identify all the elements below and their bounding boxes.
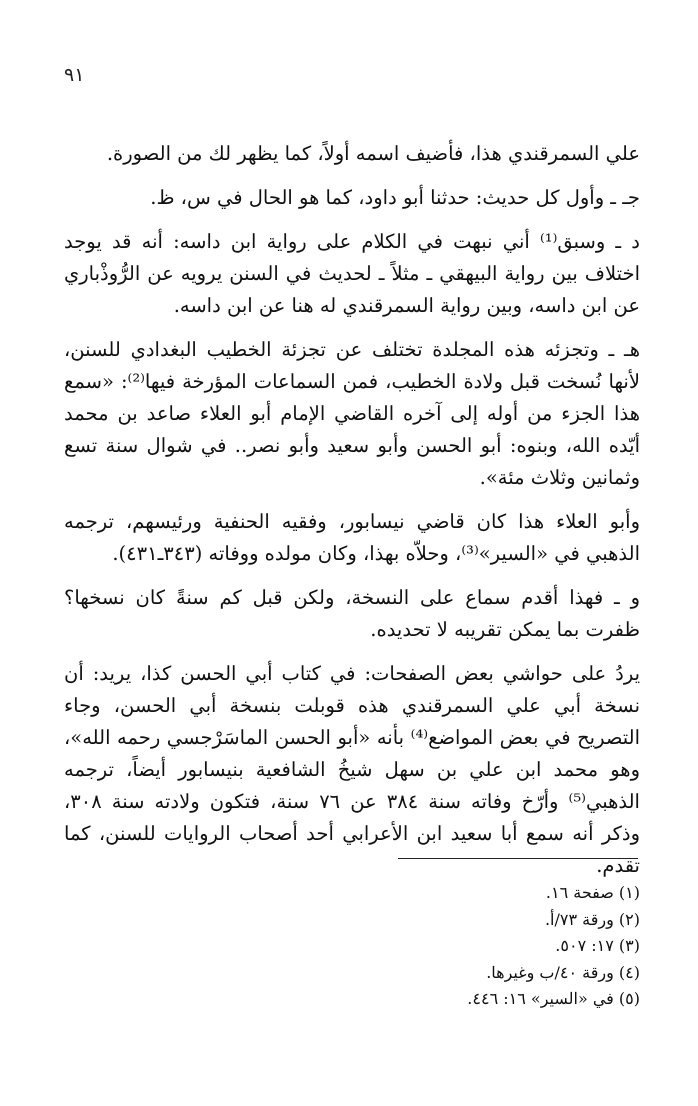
page-number: ٩١: [64, 64, 85, 86]
paragraph: د ـ وسبق⁽¹⁾ أني نبهت في الكلام على رواية ابن داسه: أنه قد يوجد اختلاف بين رواية البيهقي ـ مثلاً ـ لحديث في السنن يرويه عن الرُّوذْباري عن ابن داسه، وبين رواية السمرقندي له هنا عن ابن داسه.: [64, 230, 640, 317]
paragraph: و ـ فهذا أقدم سماع على النسخة، ولكن قبل كم سنةً كان نسخها؟ ظفرت بما يمكن تقريبه لا تحديده.: [64, 586, 640, 641]
paragraph: علي السمرقندي هذا، فأضيف اسمه أولاً، كما يظهر لك من الصورة.: [106, 142, 640, 165]
footnote: (٣) ١٧: ٥٠٧.: [555, 936, 640, 955]
footnote-separator: [398, 858, 638, 859]
footnote: (١) صفحة ١٦.: [545, 883, 640, 902]
footnote: (٢) ورقة ٧٣/أ.: [544, 909, 640, 929]
paragraph: يردُ على حواشي بعض الصفحات: في كتاب أبي الحسن كذا، يريد: أن نسخة أبي علي السمرقندي هذه قوبلت بنسخة أبي الحسن، وجاء التصريح في بعض المواضع⁽⁴⁾ بأنه «أبو الحسن الماسَرْجسي رحمه الله»، وهو محمد ابن علي بن سهل شيخُ الشافعية بنيسابور أيضاً، ترجمه الذهبي⁽⁵⁾ وأرّخ وفاته سنة ٣٨٤ عن ٧٦ سنة، فتكون ولادته سنة ٣٠٨، وذكر أنه سمع أبا سعيد ابن الأعرابي أحد أصحاب الروايات للسنن، كما تقدم.: [64, 662, 641, 877]
footnote: (٤) ورقة ٤٠/ب وغيرها.: [486, 962, 640, 982]
paragraph: وأبو العلاء هذا كان قاضي نيسابور، وفقيه الحنفية ورئيسهم، ترجمه الذهبي في «السير»⁽³⁾، وحلاّه بهذا، وكان مولده ووفاته (٣٤٣ـ٤٣١).: [64, 510, 640, 565]
paragraph: هـ ـ وتجزئه هذه المجلدة تختلف عن تجزئة الخطيب البغدادي للسنن، لأنها نُسخت قبل ولادة الخطيب، فمن السماعات المؤرخة فيها⁽²⁾: «سمع هذا الجزء من أوله إلى آخره القاضي الإمام أبو العلاء صاعد بن محمد أيّده الله، وبنوه: أبو الحسن وأبو سعيد وأبو نصر.. في شوال سنة تسع وثمانين وثلاث مئة».: [64, 338, 640, 489]
paragraph: جـ ـ وأول كل حديث: حدثنا أبو داود، كما هو الحال في س، ظ.: [150, 186, 640, 209]
footnotes: [64, 880, 640, 1013]
main-text: [64, 138, 640, 894]
footnote: (٥) في «السير» ١٦: ٤٤٦.: [467, 989, 640, 1008]
